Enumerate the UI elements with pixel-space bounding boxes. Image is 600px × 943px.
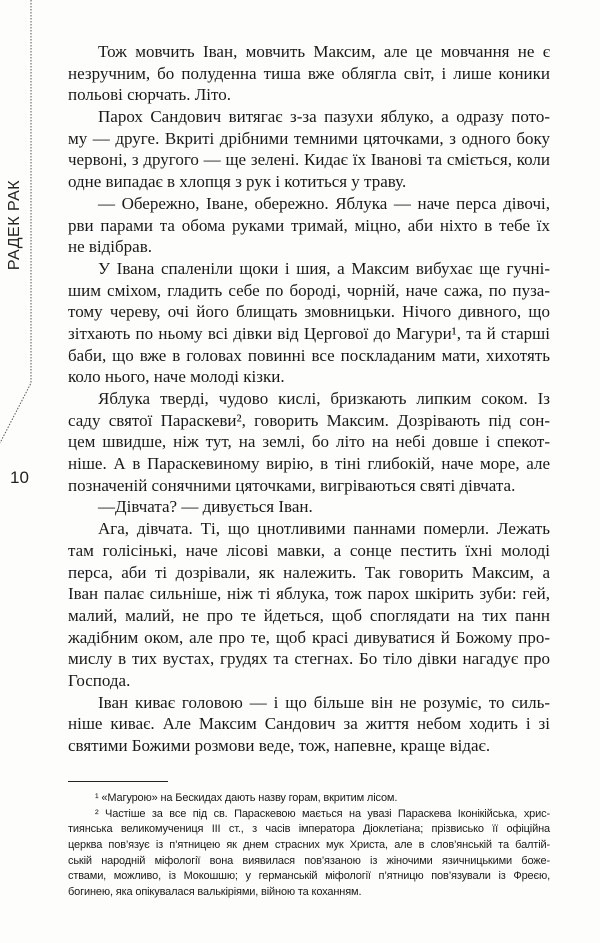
text-line: Тож мовчить Іван, мовчить Максим, але це мовчання не є (98, 42, 550, 61)
text-line: церква пов’язує із п’ятницею як днем страсних мук Христа, але в слов’янській та балтій- (68, 839, 550, 852)
text-line: святими Божими розмови веде, тож, напевне, краще відає. (68, 736, 491, 755)
text-line: Іван палає сильніше, ніж ті яблука, тож парох шкірить зуби: гей, (68, 584, 550, 604)
text-line: Парох Сандович витягає з-за пазухи яблуко, а одразу пото- (98, 107, 550, 127)
running-head-author: РАДЕК РАК (6, 179, 23, 271)
text-line: тиянська великомучениця III ст., з часів імператора Діоклетіана; прізвисько її офіційна (68, 823, 550, 836)
text-line: ніше. А в Параскевиному вирію, в тіні глибокій, наче море, але (68, 454, 550, 474)
text-line: шим сміхом, гладить себе по бороді, чорній, наче сажа, по пуза- (68, 280, 550, 300)
paragraph (68, 692, 550, 757)
paragraph (68, 258, 550, 388)
text-line: мислу в тих вустах, грудях та стегнах. Бо тіло дівки нагадує про (68, 649, 550, 669)
text-line: баби, що вже в головах повинні все поскладаним мати, хихотять (68, 345, 550, 365)
text-line: не відібрав. (68, 237, 152, 257)
text-line: Ага, дівчата. Ті, що цнотливими паннами померли. Лежать (98, 519, 550, 539)
text-line: тому череву, очі його блищать змовницьки. Нічого дивного, що (68, 302, 550, 322)
text-line: му — друге. Вкриті дрібними темними цяточками, з одного боку (68, 128, 550, 148)
text-line: зітхають по ньому всі дівки від Цергової до Магури¹, та й старші (68, 323, 550, 343)
paragraph (68, 106, 550, 193)
text-line: Іван киває головою — і що більше він не розуміє, то силь- (98, 692, 550, 712)
text-line: коло нього, наче молоді кізки. (68, 367, 285, 387)
text-line: ствами, можливо, із Мокошшю; у германській міфології п’ятницю пов’язували із Фреєю, (68, 870, 550, 883)
paragraph (68, 388, 550, 496)
text-line: ² Частіше за все під св. Параскевою мається на увазі Параскева Іконікійська, хрис- (95, 807, 550, 820)
text-line: Яблука тверді, чудово кислі, бризкають липким соком. Із (98, 389, 550, 408)
text-line: малий, малий, не про те йдеться, щоб споглядати на тих панн (68, 605, 550, 625)
text-line: одне випадає в хлопця з рук і котиться у траву. (68, 172, 407, 192)
text-line: саду святої Параскеви², говорить Максим. Дозрівають під сон- (68, 410, 550, 430)
paragraph (68, 518, 550, 692)
footnotes (68, 791, 550, 901)
paragraph (68, 41, 550, 106)
text-line: червоні, з другого — ще зелені. Кидає їх Іванові та сміється, коли (68, 150, 550, 170)
body-text (68, 41, 550, 757)
footnote (68, 807, 550, 901)
text-line: жадібним оком, але про те, щоб красі дивуватися й Божому про- (68, 627, 550, 647)
paragraph (68, 193, 550, 258)
footnote (68, 791, 550, 807)
footnote-divider (68, 781, 168, 782)
text-line: богинею, яка опікувалася валькіріями, війною та коханням. (68, 886, 362, 899)
text-line: позначеній сонячними цяточками, вигріваються святі дівчата. (68, 475, 516, 495)
text-line: перса, аби ті дозрівали, як належить. Так говорить Максим, а (68, 562, 550, 582)
text-line: У Івана спаленіли щоки і шия, а Максим вибухає ще гучні- (98, 258, 550, 278)
text-line: ¹ «Магурою» на Бескидах дають назву горам, вкритим лісом. (95, 792, 398, 804)
text-line: —Дівчата? — дивується Іван. (98, 497, 313, 517)
text-line: — Обережно, Іване, обережно. Яблука — наче перса дівочі, (98, 193, 550, 213)
text-line: ській народній міфології вона виявилася пов’язаною із жіночими язичницькими боже- (68, 854, 550, 867)
page-number: 10 (10, 468, 29, 487)
text-line: польові сюрчать. Літо. (68, 85, 231, 105)
text-line: незручним, бо полуденна тиша вже облягла світ, і лише коники (68, 63, 550, 83)
text-line: Господа. (68, 670, 131, 690)
paragraph (68, 496, 550, 518)
text-line: там голісінькі, наче лісові мавки, а сонце пестить їхні молоді (68, 540, 550, 560)
text-line: цем швидше, ніж тут, на землі, бо літо на небі довше і спекот- (68, 432, 550, 452)
text-line: рви парами та обома руками тримай, міцно, аби ніхто в тебе їх (68, 215, 550, 235)
text-line: ніше киває. Але Максим Сандович за життя небом ходить і зі (68, 714, 550, 734)
